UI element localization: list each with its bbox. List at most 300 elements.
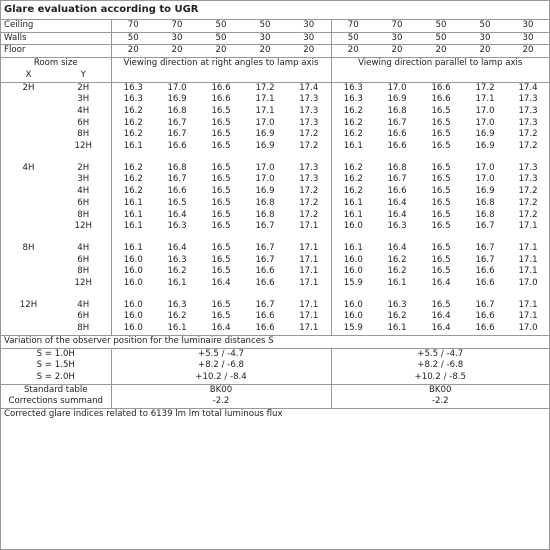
ugr-value: 16.2 <box>123 162 143 173</box>
ugr-value: 17.3 <box>518 162 538 173</box>
empty-cell <box>56 153 111 163</box>
ugr-value: 16.5 <box>431 174 451 185</box>
reflectance-value: 50 <box>419 32 463 45</box>
reflectance-value: 50 <box>243 20 287 32</box>
ugr-data-row <box>1 82 549 94</box>
ugr-value: 16.7 <box>255 221 275 232</box>
empty-cell <box>331 70 549 82</box>
reflectance-value: 30 <box>287 20 331 32</box>
ugr-value: 16.5 <box>211 299 231 310</box>
empty-cell <box>1 233 56 243</box>
ugr-value: 17.2 <box>518 209 538 220</box>
reflectance-value: 30 <box>243 32 287 45</box>
ugr-value: 17.1 <box>518 299 538 310</box>
ugr-value: 16.5 <box>211 186 231 197</box>
ugr-value: 16.1 <box>123 221 143 232</box>
ugr-value: 16.7 <box>475 242 495 253</box>
ugr-value: 16.3 <box>343 94 363 105</box>
empty-cell <box>1 290 56 300</box>
ugr-value: 17.0 <box>475 105 495 116</box>
ugr-value: 16.4 <box>211 323 231 334</box>
ugr-value: 16.0 <box>123 266 143 277</box>
room-size-y: 6H <box>56 311 111 323</box>
room-size-y: 8H <box>56 129 111 141</box>
ugr-value: 16.2 <box>387 311 407 322</box>
ugr-value: 16.8 <box>475 197 495 208</box>
ugr-value: 16.8 <box>167 162 187 173</box>
room-size-x <box>1 210 56 222</box>
ugr-data-row <box>1 198 549 210</box>
room-size-y: 12H <box>56 221 111 233</box>
ugr-value: 17.3 <box>287 118 331 130</box>
footer-note-row <box>1 409 549 421</box>
distance-label: S = 1.5H <box>1 360 111 372</box>
ugr-value: 16.0 <box>123 299 143 310</box>
ugr-value: 16.5 <box>211 311 231 322</box>
ugr-value: 16.4 <box>431 311 451 322</box>
ugr-value: 16.6 <box>431 94 451 105</box>
room-size-x <box>1 278 56 290</box>
ugr-value: 17.1 <box>518 254 538 265</box>
room-size-x <box>1 266 56 278</box>
ugr-data-row <box>1 118 549 130</box>
room-size-x <box>1 186 56 198</box>
ugr-value: 17.1 <box>518 311 538 322</box>
corrections-row <box>1 396 549 408</box>
ugr-value: 16.6 <box>211 94 231 105</box>
ugr-value: 16.1 <box>123 197 143 208</box>
ugr-value: 16.5 <box>431 186 451 197</box>
room-size-y: 3H <box>56 174 111 186</box>
ugr-value: 16.6 <box>475 278 495 289</box>
ugr-value: 16.2 <box>123 105 143 116</box>
ugr-value: 16.8 <box>387 162 407 173</box>
room-size-x <box>1 221 56 233</box>
ugr-value: 16.5 <box>431 266 451 277</box>
room-size-x <box>1 311 56 323</box>
ugr-value: 16.9 <box>475 129 495 140</box>
ugr-value: 16.2 <box>123 129 143 140</box>
ugr-value: 16.6 <box>475 323 495 334</box>
ugr-value: 17.1 <box>475 94 495 105</box>
ugr-value: 16.6 <box>167 141 187 152</box>
ugr-value: 16.0 <box>343 311 363 322</box>
ugr-value: 17.1 <box>287 255 331 267</box>
room-size-y: 6H <box>56 198 111 210</box>
room-size-y: 4H <box>56 243 111 255</box>
room-size-y: 12H <box>56 141 111 153</box>
reflectance-value: 50 <box>463 20 507 32</box>
room-size-x <box>1 94 56 106</box>
ugr-value: 16.2 <box>343 117 363 128</box>
empty-cell <box>331 233 549 243</box>
room-size-x <box>1 174 56 186</box>
ugr-value: 16.5 <box>211 174 231 185</box>
room-size-x <box>1 118 56 130</box>
ugr-value: 16.7 <box>387 117 407 128</box>
ugr-data-row <box>1 278 549 290</box>
ugr-value: 16.0 <box>343 266 363 277</box>
ugr-value: 17.1 <box>287 266 331 278</box>
ugr-value: 17.2 <box>518 141 538 152</box>
ugr-value: 17.3 <box>287 106 331 118</box>
room-size-x <box>1 129 56 141</box>
ugr-value: 16.6 <box>475 266 495 277</box>
ugr-value: 17.2 <box>287 186 331 198</box>
viewing-direction-parallel-label: Viewing direction parallel to lamp axis <box>358 58 523 69</box>
ugr-value: 17.1 <box>287 323 331 335</box>
ugr-value: 16.6 <box>255 323 275 334</box>
room-size-x: 2H <box>22 82 35 93</box>
empty-cell <box>331 290 549 300</box>
ugr-data-row <box>1 94 549 106</box>
ugr-value: 16.3 <box>387 221 407 232</box>
standard-table-label: Standard table <box>1 384 111 396</box>
ugr-value: 16.4 <box>387 209 407 220</box>
ugr-value: 17.3 <box>287 163 331 175</box>
ugr-value: 16.7 <box>167 117 187 128</box>
ugr-value: 16.2 <box>387 254 407 265</box>
variation-value-right-angles: +10.2 / -8.4 <box>111 372 331 384</box>
room-size-x <box>1 141 56 153</box>
ugr-table <box>1 20 549 421</box>
empty-cell <box>111 233 331 243</box>
room-size-y: 4H <box>56 300 111 312</box>
ugr-value: 17.1 <box>287 311 331 323</box>
ugr-value: 16.3 <box>167 254 187 265</box>
ugr-value: 16.5 <box>211 254 231 265</box>
xy-header-row <box>1 70 549 82</box>
reflectance-value: 30 <box>287 32 331 45</box>
reflectance-label: Ceiling <box>1 20 111 32</box>
ugr-value: 16.5 <box>431 299 451 310</box>
ugr-value: 16.9 <box>255 129 275 140</box>
ugr-value: 16.6 <box>255 311 275 322</box>
ugr-data-row <box>1 311 549 323</box>
ugr-value: 17.0 <box>387 82 407 93</box>
ugr-value: 17.2 <box>255 82 275 93</box>
ugr-value: 16.9 <box>255 141 275 152</box>
ugr-value: 17.4 <box>287 82 331 94</box>
group-gap-row <box>1 233 549 243</box>
y-label: Y <box>56 70 111 82</box>
room-size-y: 4H <box>56 186 111 198</box>
page-title: Glare evaluation according to UGR <box>1 1 549 20</box>
ugr-value: 15.9 <box>343 323 363 334</box>
ugr-data-row <box>1 300 549 312</box>
ugr-value: 16.3 <box>387 299 407 310</box>
reflectance-value: 30 <box>375 32 419 45</box>
reflectance-value: 50 <box>419 20 463 32</box>
ugr-value: 16.3 <box>167 221 187 232</box>
ugr-value: 16.1 <box>123 242 143 253</box>
variation-row <box>1 372 549 384</box>
ugr-value: 16.5 <box>431 254 451 265</box>
ugr-value: 17.1 <box>287 278 331 290</box>
reflectance-value: 30 <box>507 32 549 45</box>
ugr-value: 16.5 <box>211 209 231 220</box>
ugr-value: 16.1 <box>123 141 143 152</box>
empty-cell <box>331 153 549 163</box>
reflectance-value: 20 <box>507 45 549 58</box>
ugr-value: 16.5 <box>211 162 231 173</box>
corrections-summand-right-angles: -2.2 <box>111 396 331 408</box>
reflectance-value: 30 <box>507 20 549 32</box>
ugr-value: 16.5 <box>431 221 451 232</box>
ugr-value: 16.7 <box>387 174 407 185</box>
ugr-value: 16.8 <box>167 105 187 116</box>
ugr-value: 16.5 <box>211 105 231 116</box>
reflectance-value: 20 <box>243 45 287 58</box>
reflectance-value: 70 <box>331 20 375 32</box>
room-size-y: 2H <box>56 163 111 175</box>
variation-value-parallel: +10.2 / -8.5 <box>331 372 549 384</box>
room-size-y: 4H <box>56 106 111 118</box>
ugr-value: 16.1 <box>343 197 363 208</box>
empty-cell <box>1 153 56 163</box>
ugr-value: 17.2 <box>287 198 331 210</box>
reflectance-value: 20 <box>331 45 375 58</box>
ugr-value: 16.1 <box>167 278 187 289</box>
room-size-x: 4H <box>22 162 35 173</box>
ugr-value: 16.6 <box>475 311 495 322</box>
ugr-value: 16.1 <box>343 209 363 220</box>
ugr-value: 15.9 <box>343 278 363 289</box>
ugr-value: 16.2 <box>343 174 363 185</box>
ugr-value: 17.0 <box>518 278 538 289</box>
ugr-value: 16.6 <box>387 129 407 140</box>
room-size-y: 6H <box>56 118 111 130</box>
ugr-value: 17.3 <box>287 94 331 106</box>
room-size-y: 8H <box>56 323 111 335</box>
ugr-value: 16.0 <box>343 221 363 232</box>
reflectance-value: 20 <box>111 45 155 58</box>
ugr-value: 17.1 <box>287 221 331 233</box>
ugr-value: 16.6 <box>431 82 451 93</box>
distance-label: S = 1.0H <box>1 348 111 360</box>
ugr-value: 16.5 <box>431 141 451 152</box>
ugr-value: 17.2 <box>518 186 538 197</box>
standard-table-row <box>1 384 549 396</box>
ugr-value: 16.1 <box>167 323 187 334</box>
ugr-value: 16.5 <box>211 141 231 152</box>
x-label: X <box>25 69 32 80</box>
ugr-value: 16.7 <box>255 242 275 253</box>
ugr-value: 16.7 <box>475 299 495 310</box>
ugr-value: 17.3 <box>518 105 538 116</box>
ugr-data-row <box>1 210 549 222</box>
standard-table-right-angles: BK00 <box>111 384 331 396</box>
empty-cell <box>111 290 331 300</box>
room-size-x <box>1 323 56 335</box>
ugr-data-row <box>1 141 549 153</box>
empty-cell <box>111 70 331 82</box>
ugr-value: 16.8 <box>475 209 495 220</box>
variation-row <box>1 360 549 372</box>
reflectance-value: 20 <box>155 45 199 58</box>
room-size-x <box>1 198 56 210</box>
ugr-value: 17.2 <box>287 141 331 153</box>
ugr-value: 17.1 <box>518 221 538 232</box>
ugr-value: 16.6 <box>387 186 407 197</box>
ugr-value: 16.5 <box>211 129 231 140</box>
reflectance-value: 20 <box>463 45 507 58</box>
ugr-value: 16.7 <box>255 299 275 310</box>
ugr-value: 16.8 <box>255 209 275 220</box>
ugr-value: 16.5 <box>431 105 451 116</box>
group-gap-row <box>1 290 549 300</box>
ugr-value: 17.0 <box>475 117 495 128</box>
ugr-value: 16.5 <box>211 266 231 277</box>
variation-value-parallel: +5.5 / -4.7 <box>417 348 464 359</box>
ugr-value: 17.3 <box>518 94 538 105</box>
room-size-y: 3H <box>56 94 111 106</box>
variation-label: Variation of the observer position for the luminaire distances S <box>1 335 549 348</box>
ugr-value: 17.2 <box>287 210 331 222</box>
ugr-value: 16.4 <box>211 278 231 289</box>
ugr-value: 17.2 <box>518 197 538 208</box>
empty-cell <box>56 290 111 300</box>
room-size-x <box>1 255 56 267</box>
ugr-value: 17.0 <box>475 174 495 185</box>
ugr-value: 17.3 <box>287 174 331 186</box>
ugr-value: 16.9 <box>475 186 495 197</box>
ugr-value: 16.0 <box>123 323 143 334</box>
ugr-value: 17.1 <box>287 300 331 312</box>
group-gap-row <box>1 153 549 163</box>
ugr-value: 17.0 <box>255 117 275 128</box>
ugr-value: 16.2 <box>123 117 143 128</box>
ugr-value: 16.4 <box>167 242 187 253</box>
ugr-data-row <box>1 186 549 198</box>
ugr-value: 16.4 <box>431 278 451 289</box>
ugr-value: 16.6 <box>255 266 275 277</box>
ugr-data-row <box>1 163 549 175</box>
ugr-value: 16.7 <box>255 254 275 265</box>
variation-value-right-angles: +8.2 / -6.8 <box>111 360 331 372</box>
ugr-value: 17.2 <box>287 129 331 141</box>
ugr-value: 16.2 <box>343 162 363 173</box>
reflectance-row <box>1 32 549 45</box>
ugr-value: 17.0 <box>167 82 187 93</box>
ugr-value: 17.0 <box>255 174 275 185</box>
ugr-value: 16.3 <box>167 299 187 310</box>
ugr-value: 16.1 <box>343 242 363 253</box>
ugr-value: 16.0 <box>343 254 363 265</box>
room-size-y: 8H <box>56 210 111 222</box>
ugr-data-row <box>1 221 549 233</box>
ugr-value: 16.4 <box>387 242 407 253</box>
ugr-value: 17.0 <box>475 162 495 173</box>
ugr-value: 16.8 <box>255 197 275 208</box>
reflectance-row <box>1 45 549 58</box>
room-size-y: 8H <box>56 266 111 278</box>
corrections-summand-parallel: -2.2 <box>331 396 549 408</box>
ugr-value: 16.5 <box>431 197 451 208</box>
room-size-x <box>1 106 56 118</box>
ugr-value: 16.1 <box>387 278 407 289</box>
ugr-value: 17.4 <box>518 82 538 93</box>
reflectance-value: 20 <box>287 45 331 58</box>
ugr-value: 16.5 <box>431 209 451 220</box>
reflectance-value: 30 <box>155 32 199 45</box>
reflectance-value: 50 <box>111 32 155 45</box>
standard-table-parallel: BK00 <box>429 384 452 395</box>
ugr-value: 16.2 <box>387 266 407 277</box>
ugr-value: 17.1 <box>518 242 538 253</box>
ugr-value: 16.5 <box>167 197 187 208</box>
ugr-value: 17.2 <box>475 82 495 93</box>
ugr-value: 16.6 <box>387 141 407 152</box>
ugr-value: 16.9 <box>167 94 187 105</box>
ugr-value: 16.2 <box>343 105 363 116</box>
ugr-value: 16.2 <box>343 186 363 197</box>
variation-row <box>1 348 549 360</box>
ugr-value: 16.1 <box>343 141 363 152</box>
ugr-value: 16.2 <box>343 129 363 140</box>
ugr-value: 16.3 <box>123 94 143 105</box>
ugr-value: 16.7 <box>167 129 187 140</box>
ugr-value: 17.0 <box>255 162 275 173</box>
reflectance-value: 50 <box>199 32 243 45</box>
ugr-value: 16.6 <box>211 82 231 93</box>
reflectance-label: Walls <box>1 32 111 45</box>
ugr-value: 16.3 <box>123 82 143 93</box>
ugr-value: 16.9 <box>475 141 495 152</box>
ugr-value: 16.4 <box>387 197 407 208</box>
ugr-data-row <box>1 106 549 118</box>
ugr-value: 16.5 <box>431 129 451 140</box>
ugr-value: 16.0 <box>123 254 143 265</box>
empty-cell <box>111 153 331 163</box>
ugr-value: 16.2 <box>123 186 143 197</box>
ugr-data-row <box>1 255 549 267</box>
ugr-value: 16.0 <box>343 299 363 310</box>
ugr-value: 16.0 <box>123 311 143 322</box>
ugr-value: 17.3 <box>518 117 538 128</box>
ugr-value: 16.4 <box>167 209 187 220</box>
ugr-value: 16.5 <box>431 242 451 253</box>
ugr-value: 17.3 <box>518 174 538 185</box>
reflectance-row <box>1 20 549 32</box>
reflectance-value: 30 <box>463 32 507 45</box>
ugr-data-row <box>1 266 549 278</box>
viewing-direction-right-angles-label: Viewing direction at right angles to lamp axis <box>111 58 331 70</box>
ugr-value: 16.2 <box>123 174 143 185</box>
ugr-data-row <box>1 129 549 141</box>
corrections-summand-label: Corrections summand <box>1 396 111 408</box>
room-size-label: Room size <box>1 58 111 70</box>
reflectance-value: 20 <box>199 45 243 58</box>
empty-cell <box>56 233 111 243</box>
reflectance-value: 70 <box>155 20 199 32</box>
ugr-value: 16.5 <box>211 197 231 208</box>
ugr-value: 16.9 <box>255 186 275 197</box>
ugr-value: 16.8 <box>387 105 407 116</box>
reflectance-label: Floor <box>1 45 111 58</box>
ugr-value: 16.4 <box>431 323 451 334</box>
reflectance-value: 50 <box>199 20 243 32</box>
ugr-value: 16.1 <box>387 323 407 334</box>
ugr-value: 16.5 <box>431 117 451 128</box>
ugr-value: 17.1 <box>255 94 275 105</box>
ugr-value: 17.0 <box>518 323 538 334</box>
room-size-y: 2H <box>56 82 111 94</box>
ugr-data-row <box>1 174 549 186</box>
ugr-value: 16.5 <box>211 242 231 253</box>
ugr-value: 16.5 <box>211 221 231 232</box>
ugr-value: 16.7 <box>475 254 495 265</box>
